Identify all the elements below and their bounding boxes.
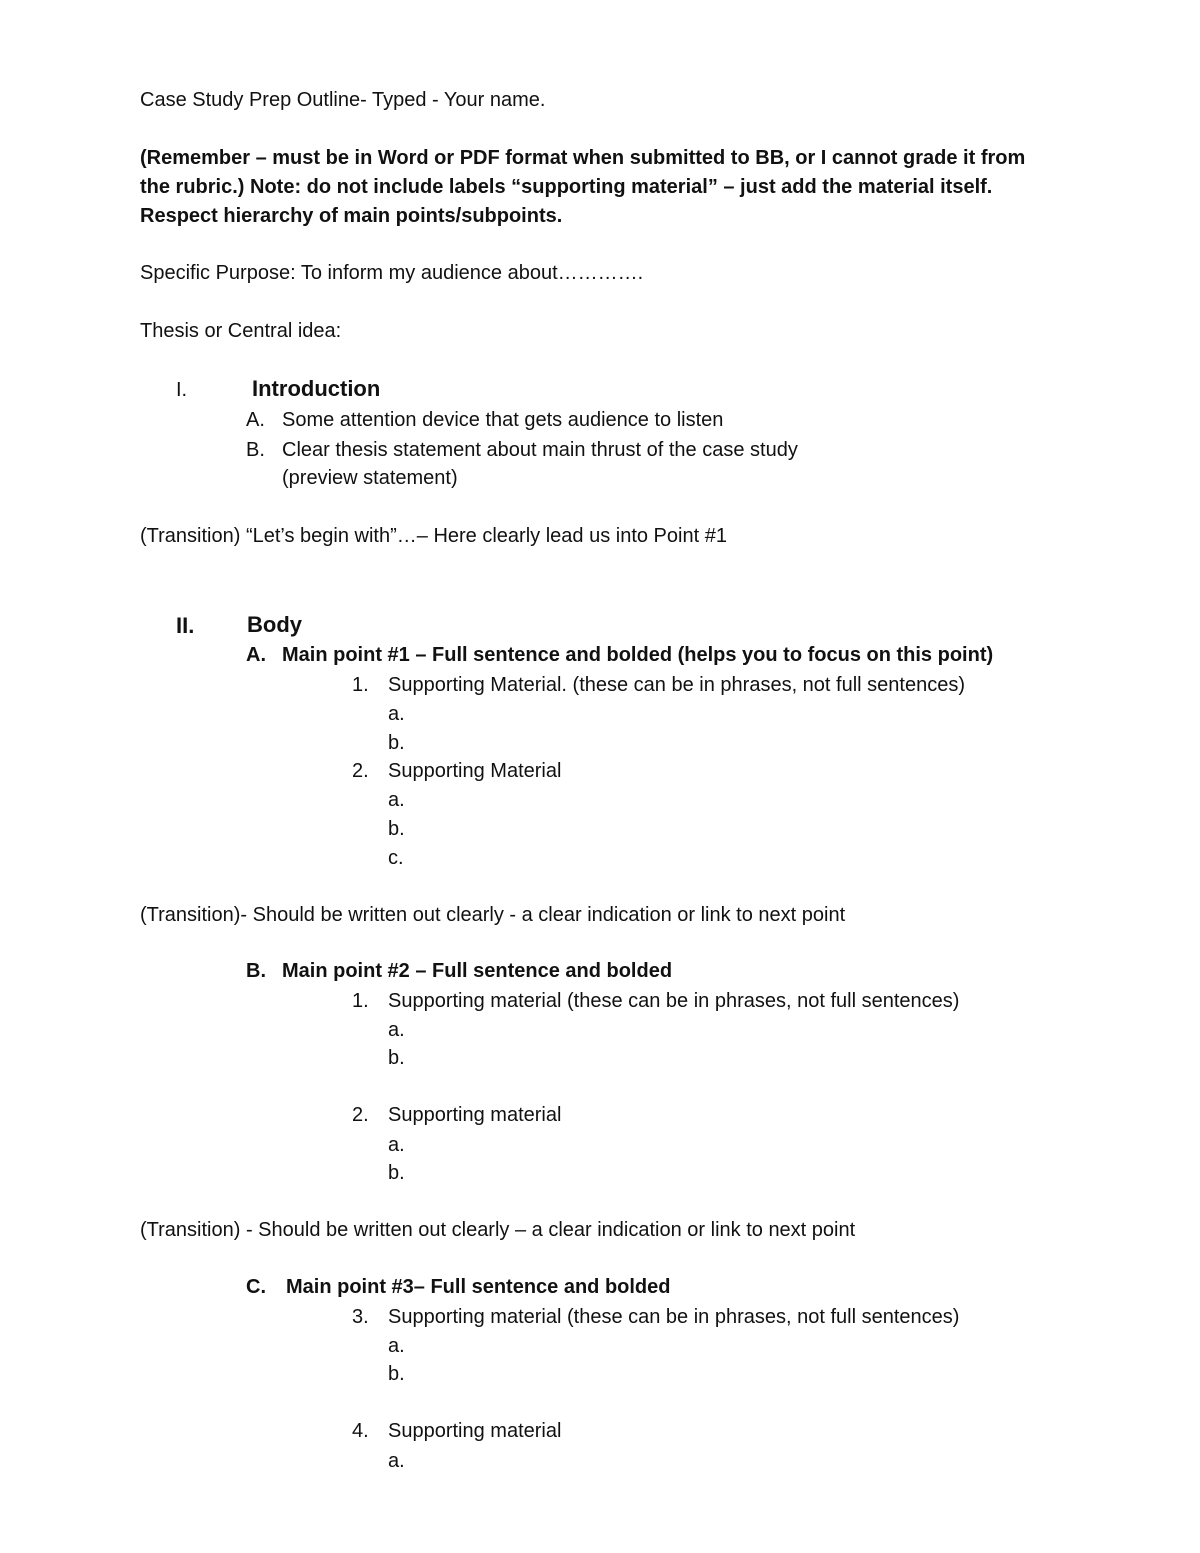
point-a-support-2-text: Supporting Material [388, 760, 562, 782]
point-c-support-4-marker: 4. [352, 1420, 369, 1442]
point-a-support-2-sub-c: c. [388, 847, 404, 869]
point-b-support-1-marker: 1. [352, 990, 369, 1012]
transition-3: (Transition) - Should be written out clearly – a clear indication or link to next point [140, 1219, 856, 1241]
point-b-text: Main point #2 – Full sentence and bolded [282, 960, 673, 982]
point-b-support-1-sub-b: b. [388, 1047, 405, 1069]
intro-item-b-text-cont: (preview statement) [282, 467, 458, 489]
point-a-marker: A. [246, 644, 266, 666]
point-a-text: Main point #1 – Full sentence and bolded (helps you to focus on this point) [282, 644, 994, 666]
note-line-3: Respect hierarchy of main points/subpoints. [140, 205, 563, 227]
point-b-support-2-text: Supporting material [388, 1104, 562, 1126]
point-c-support-3-text: Supporting material (these can be in phrases, not full sentences) [388, 1306, 960, 1328]
transition-2: (Transition)- Should be written out clearly - a clear indication or link to next point [140, 904, 846, 926]
point-b-support-1-sub-a: a. [388, 1019, 405, 1041]
point-c-support-3-sub-b: b. [388, 1363, 405, 1385]
point-b-support-2-marker: 2. [352, 1104, 369, 1126]
intro-item-a-text: Some attention device that gets audience to listen [282, 409, 724, 431]
point-c-support-4-text: Supporting material [388, 1420, 562, 1442]
specific-purpose: Specific Purpose: To inform my audience about…………. [140, 262, 644, 284]
point-b-marker: B. [246, 960, 266, 982]
point-c-text: Main point #3– Full sentence and bolded [286, 1276, 671, 1298]
point-c-support-3-sub-a: a. [388, 1335, 405, 1357]
intro-numeral: I. [176, 379, 188, 401]
intro-item-b-text: Clear thesis statement about main thrust of the case study [282, 439, 798, 461]
point-a-support-1-sub-a: a. [388, 703, 405, 725]
point-c-support-3-marker: 3. [352, 1306, 369, 1328]
body-numeral: II. [176, 613, 195, 638]
transition-1: (Transition) “Let’s begin with”…– Here clearly lead us into Point #1 [140, 525, 727, 547]
note-line-2: the rubric.) Note: do not include labels “supporting material” – just add the material itself. [140, 176, 993, 198]
note-line-1: (Remember – must be in Word or PDF format when submitted to BB, or I cannot grade it from [140, 147, 1026, 169]
point-b-support-2-sub-a: a. [388, 1134, 405, 1156]
point-a-support-2-sub-b: b. [388, 818, 405, 840]
intro-heading: Introduction [252, 376, 381, 401]
point-a-support-1-marker: 1. [352, 674, 369, 696]
point-b-support-1-text: Supporting material (these can be in phrases, not full sentences) [388, 990, 960, 1012]
intro-item-a-marker: A. [246, 409, 265, 431]
intro-item-b-marker: B. [246, 439, 265, 461]
point-a-support-2-sub-a: a. [388, 789, 405, 811]
point-c-marker: C. [246, 1276, 266, 1298]
document-title: Case Study Prep Outline- Typed - Your name. [140, 89, 546, 111]
thesis-label: Thesis or Central idea: [140, 320, 342, 342]
point-c-support-4-sub-a: a. [388, 1450, 405, 1472]
body-heading: Body [247, 612, 302, 637]
point-a-support-2-marker: 2. [352, 760, 369, 782]
point-a-support-1-sub-b: b. [388, 732, 405, 754]
point-b-support-2-sub-b: b. [388, 1162, 405, 1184]
point-a-support-1-text: Supporting Material. (these can be in phrases, not full sentences) [388, 674, 965, 696]
